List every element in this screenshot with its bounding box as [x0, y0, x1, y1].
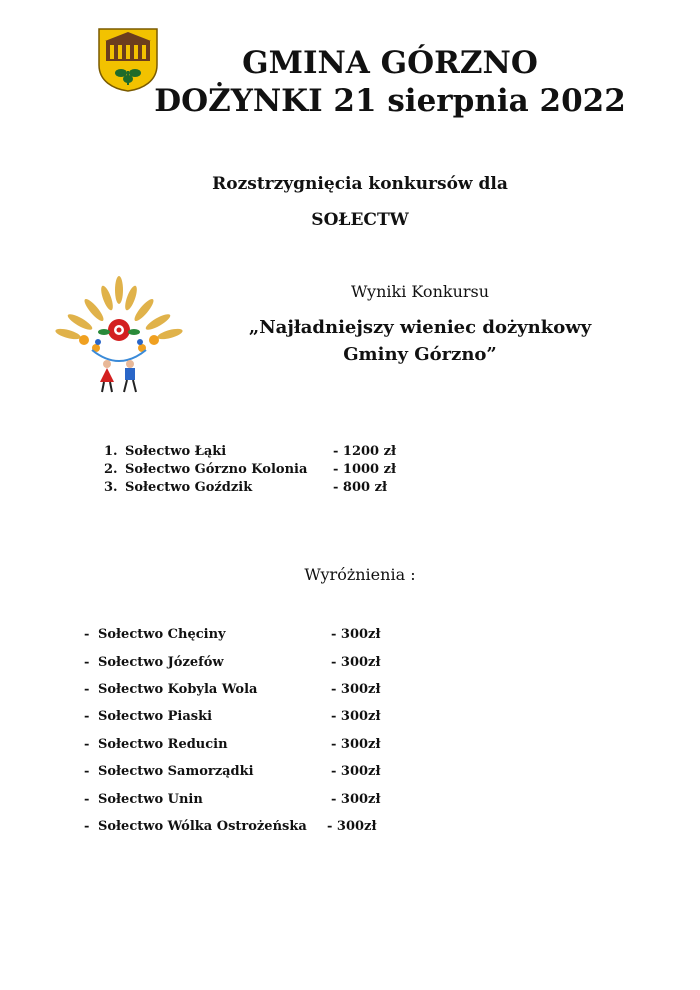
honor-prize: - 300zł — [327, 819, 377, 834]
page-title-line2: DOŻYNKI 21 sierpnia 2022 — [154, 83, 626, 119]
honor-name: Sołectwo Kobyla Wola — [98, 682, 258, 697]
honor-dash: - — [84, 819, 90, 834]
honor-name: Sołectwo Wólka Ostrożeńska — [98, 819, 307, 834]
section-heading-line1: Rozstrzygnięcia konkursów dla — [212, 174, 508, 194]
honor-prize: - 300zł — [331, 764, 381, 779]
honor-dash: - — [84, 764, 90, 779]
honor-dash: - — [84, 627, 90, 642]
honor-dash: - — [84, 792, 90, 807]
section-heading-line2: SOŁECTW — [311, 210, 409, 230]
result-number: 1. — [104, 444, 118, 459]
page-title-line1: GMINA GÓRZNO — [242, 45, 538, 81]
result-number: 3. — [104, 480, 118, 495]
honor-prize: - 300zł — [331, 627, 381, 642]
honor-prize: - 300zł — [331, 792, 381, 807]
honor-name: Sołectwo Piaski — [98, 709, 213, 724]
honor-name: Sołectwo Unin — [98, 792, 203, 807]
harvest-wreath-icon — [52, 272, 187, 397]
honor-prize: - 300zł — [331, 682, 381, 697]
honor-name: Sołectwo Chęciny — [98, 627, 226, 642]
honors-heading: Wyróżnienia : — [304, 565, 416, 584]
result-name: Sołectwo Górzno Kolonia — [125, 462, 308, 477]
result-prize: - 1200 zł — [333, 444, 397, 459]
honor-prize: - 300zł — [331, 737, 381, 752]
honor-name: Sołectwo Samorządki — [98, 764, 254, 779]
result-prize: - 800 zł — [333, 480, 387, 495]
results-heading: Wyniki Konkursu — [350, 282, 490, 301]
contest-name-line2: Gminy Górzno” — [343, 344, 497, 365]
honor-dash: - — [84, 737, 90, 752]
honor-prize: - 300zł — [331, 709, 381, 724]
honor-dash: - — [84, 655, 90, 670]
result-number: 2. — [104, 462, 118, 477]
honor-name: Sołectwo Reducin — [98, 737, 228, 752]
result-prize: - 1000 zł — [333, 462, 397, 477]
contest-name-line1: „Najładniejszy wieniec dożynkowy — [248, 317, 592, 338]
result-name: Sołectwo Łąki — [125, 444, 227, 459]
honor-prize: - 300zł — [331, 655, 381, 670]
honor-name: Sołectwo Józefów — [98, 655, 224, 670]
honor-dash: - — [84, 682, 90, 697]
honor-dash: - — [84, 709, 90, 724]
result-name: Sołectwo Goździk — [125, 480, 253, 495]
